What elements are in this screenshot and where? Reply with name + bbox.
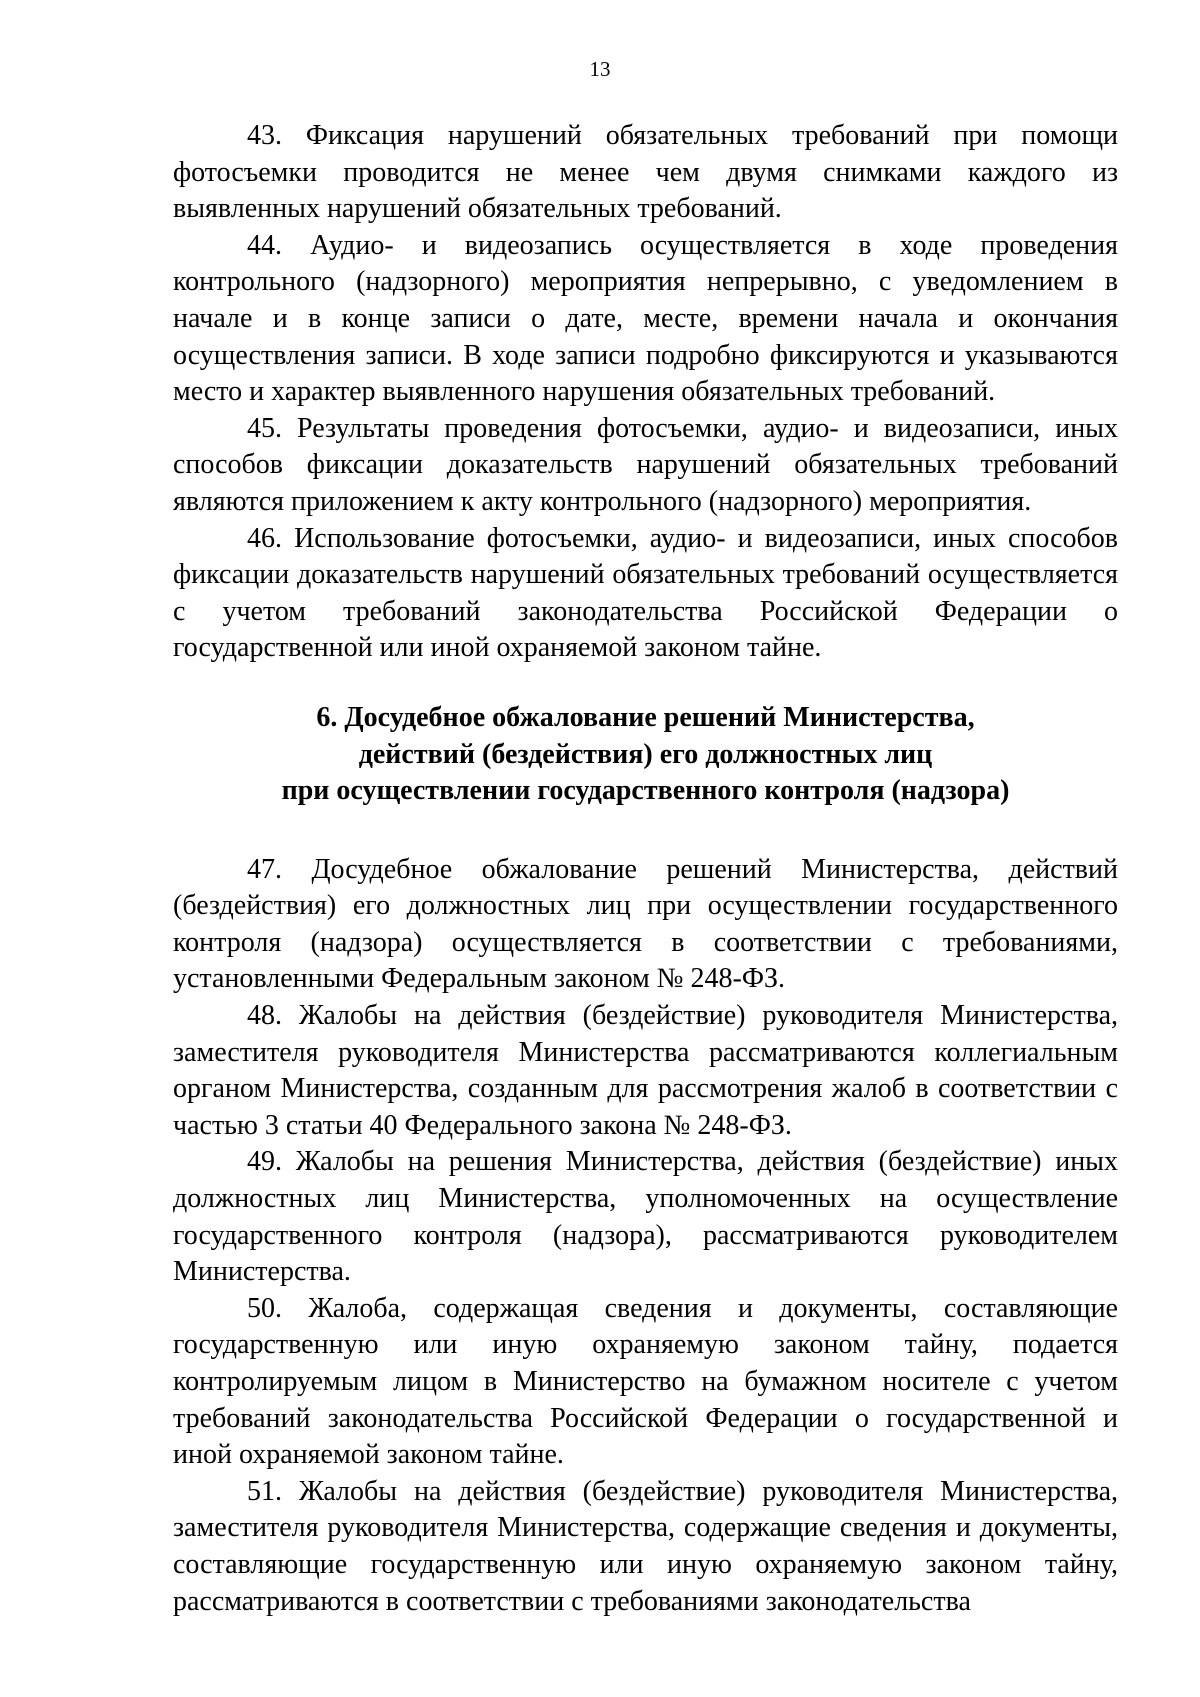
paragraph-48: 48. Жалобы на действия (бездействие) руководителя Министерства, заместителя руководителя Министерства рассматриваются коллегиальным органом Министерства, созданным для рассмотрения жалоб в соответствии с частью 3 статьи 40 Федерального закона № 248-ФЗ. (173, 1000, 1118, 1141)
section-heading-line: действий (бездействия) его должностных лиц (358, 738, 933, 770)
paragraph-49: 49. Жалобы на решения Министерства, действия (бездействие) иных должностных лиц Министерства, уполномоченных на осуществление государственного контроля (надзора), рассматриваются руководителем Министерства. (173, 1146, 1118, 1288)
paragraph-47: 47. Досудебное обжалование решений Министерства, действий (бездействия) его должностных лиц при осуществлении государственного контроля (надзора) осуществляется в соответствии с требованиями, установленными Федеральным законом № 248-ФЗ. (173, 853, 1118, 995)
paragraph-46: 46. Использование фотосъемки, аудио- и видеозаписи, иных способов фиксации доказательств нарушений обязательных требований осуществляется с учетом требований законодательства Российской Федерации о государственной или иной охраняемой законом тайне. (173, 522, 1118, 664)
section-heading-line: при осуществлении государственного контроля (надзора) (281, 775, 1010, 807)
paragraph-45: 45. Результаты проведения фотосъемки, аудио- и видеозаписи, иных способов фиксации доказательств нарушений обязательных требований являются приложением к акту контрольного (надзорного) мероприятия. (173, 412, 1118, 517)
document-body (173, 118, 1118, 1620)
paragraph-43: 43. Фиксация нарушений обязательных требований при помощи фотосъемки проводится не менее чем двумя снимками каждого из выявленных нарушений обязательных требований. (173, 120, 1118, 225)
section-heading (173, 700, 1118, 810)
page-number: 13 (589, 57, 611, 81)
paragraph-51: 51. Жалобы на действия (бездействие) руководителя Министерства, заместителя руководителя Министерства, содержащие сведения и документы, составляющие государственную или иную охраняемую законом тайну, рассматриваются в соответствии с требованиями законодательства (173, 1475, 1118, 1617)
paragraph-50: 50. Жалоба, содержащая сведения и документы, составляющие государственную или иную охраняемую законом тайну, подается контролируемым лицом в Министерство на бумажном носителе с учетом требований законодательства Российской Федерации о государственной и иной охраняемой законом тайне. (173, 1292, 1118, 1471)
paragraph-44: 44. Аудио- и видеозапись осуществляется в ходе проведения контрольного (надзорного) мероприятия непрерывно, с уведомлением в начале и в конце записи о дате, месте, времени начала и окончания осуществления записи. В ходе записи подробно фиксируются и указываются место и характер выявленного нарушения обязательных требований. (173, 229, 1118, 408)
section-heading-line: 6. Досудебное обжалование решений Министерства, (316, 701, 975, 733)
